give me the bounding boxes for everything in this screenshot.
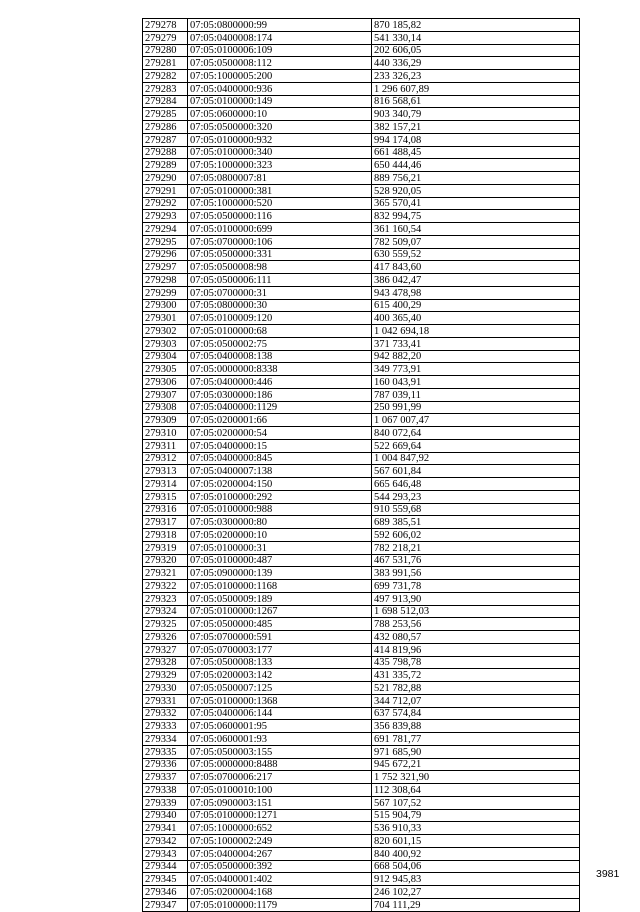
row-number-cell: 279335 [143, 745, 188, 758]
cadastral-number-cell: 07:05:1000002:249 [188, 835, 372, 848]
cadastral-number-cell: 07:05:0100000:68 [188, 325, 372, 338]
cadastral-number-cell: 07:05:0200001:66 [188, 414, 372, 427]
cadastral-number-cell: 07:05:0100000:31 [188, 541, 372, 554]
table-row [143, 669, 580, 682]
cadastral-number-cell: 07:05:0600001:95 [188, 720, 372, 733]
table-row [143, 643, 580, 656]
table-row [143, 605, 580, 618]
value-cell: 1 698 512,03 [372, 605, 580, 618]
table-row [143, 108, 580, 121]
value-cell: 668 504,06 [372, 860, 580, 873]
row-number-cell: 279328 [143, 656, 188, 669]
value-cell: 544 293,23 [372, 490, 580, 503]
row-number-cell: 279324 [143, 605, 188, 618]
table-row [143, 172, 580, 185]
cadastral-number-cell: 07:05:0100000:1271 [188, 809, 372, 822]
cadastral-number-cell: 07:05:0500008:112 [188, 57, 372, 70]
value-cell: 431 335,72 [372, 669, 580, 682]
table-row [143, 886, 580, 899]
value-cell: 689 385,51 [372, 516, 580, 529]
cadastral-number-cell: 07:05:0100000:988 [188, 503, 372, 516]
row-number-cell: 279281 [143, 57, 188, 70]
row-number-cell: 279323 [143, 592, 188, 605]
value-cell: 945 672,21 [372, 758, 580, 771]
value-cell: 386 042,47 [372, 274, 580, 287]
row-number-cell: 279289 [143, 159, 188, 172]
row-number-cell: 279296 [143, 248, 188, 261]
value-cell: 840 072,64 [372, 427, 580, 440]
value-cell: 233 326,23 [372, 70, 580, 83]
table-row [143, 235, 580, 248]
table-row [143, 631, 580, 644]
table-row [143, 847, 580, 860]
value-cell: 788 253,56 [372, 618, 580, 631]
row-number-cell: 279279 [143, 31, 188, 44]
row-number-cell: 279344 [143, 860, 188, 873]
table-row [143, 796, 580, 809]
row-number-cell: 279329 [143, 669, 188, 682]
value-cell: 615 400,29 [372, 299, 580, 312]
value-cell: 699 731,78 [372, 580, 580, 593]
cadastral-number-cell: 07:05:0100000:487 [188, 554, 372, 567]
table-row [143, 299, 580, 312]
cadastral-number-cell: 07:05:0600000:10 [188, 108, 372, 121]
cadastral-number-cell: 07:05:0500002:75 [188, 337, 372, 350]
cadastral-number-cell: 07:05:1000000:652 [188, 822, 372, 835]
value-cell: 943 478,98 [372, 286, 580, 299]
value-cell: 414 819,96 [372, 643, 580, 656]
value-cell: 112 308,64 [372, 784, 580, 797]
value-cell: 541 330,14 [372, 31, 580, 44]
value-cell: 971 685,90 [372, 745, 580, 758]
value-cell: 994 174,08 [372, 133, 580, 146]
cadastral-number-cell: 07:05:0200003:142 [188, 669, 372, 682]
cadastral-number-cell: 07:05:1000005:200 [188, 70, 372, 83]
value-cell: 1 296 607,89 [372, 82, 580, 95]
table-row [143, 439, 580, 452]
table-row [143, 70, 580, 83]
value-cell: 344 712,07 [372, 694, 580, 707]
cadastral-number-cell: 07:05:0400006:144 [188, 707, 372, 720]
value-cell: 1 042 694,18 [372, 325, 580, 338]
row-number-cell: 279321 [143, 567, 188, 580]
table-row [143, 325, 580, 338]
row-number-cell: 279330 [143, 682, 188, 695]
table-row [143, 822, 580, 835]
value-cell: 400 365,40 [372, 312, 580, 325]
cadastral-number-cell: 07:05:0100000:149 [188, 95, 372, 108]
row-number-cell: 279297 [143, 261, 188, 274]
row-number-cell: 279322 [143, 580, 188, 593]
row-number-cell: 279313 [143, 465, 188, 478]
cadastral-number-cell: 07:05:0600001:93 [188, 733, 372, 746]
row-number-cell: 279318 [143, 529, 188, 542]
row-number-cell: 279280 [143, 44, 188, 57]
row-number-cell: 279340 [143, 809, 188, 822]
row-number-cell: 279299 [143, 286, 188, 299]
row-number-cell: 279287 [143, 133, 188, 146]
row-number-cell: 279326 [143, 631, 188, 644]
cadastral-number-cell: 07:05:0500006:111 [188, 274, 372, 287]
value-cell: 816 568,61 [372, 95, 580, 108]
table-row [143, 694, 580, 707]
table-row [143, 503, 580, 516]
value-cell: 650 444,46 [372, 159, 580, 172]
row-number-cell: 279339 [143, 796, 188, 809]
cadastral-number-cell: 07:05:0100000:932 [188, 133, 372, 146]
table-row [143, 490, 580, 503]
row-number-cell: 279310 [143, 427, 188, 440]
cadastral-number-cell: 07:05:0300000:186 [188, 388, 372, 401]
value-cell: 361 160,54 [372, 223, 580, 236]
table-row [143, 758, 580, 771]
table-row [143, 210, 580, 223]
table-row [143, 541, 580, 554]
cadastral-number-cell: 07:05:0300000:80 [188, 516, 372, 529]
value-cell: 691 781,77 [372, 733, 580, 746]
table-row [143, 350, 580, 363]
value-cell: 522 669,64 [372, 439, 580, 452]
row-number-cell: 279337 [143, 771, 188, 784]
value-cell: 383 991,56 [372, 567, 580, 580]
table-row [143, 312, 580, 325]
row-number-cell: 279338 [143, 784, 188, 797]
value-cell: 1 752 321,90 [372, 771, 580, 784]
value-cell: 567 601,84 [372, 465, 580, 478]
value-cell: 515 904,79 [372, 809, 580, 822]
cadastral-number-cell: 07:05:0500000:392 [188, 860, 372, 873]
value-cell: 912 945,83 [372, 873, 580, 886]
row-number-cell: 279347 [143, 898, 188, 911]
row-number-cell: 279283 [143, 82, 188, 95]
value-cell: 349 773,91 [372, 363, 580, 376]
table-row [143, 376, 580, 389]
cadastral-number-cell: 07:05:0000000:8488 [188, 758, 372, 771]
table-row [143, 159, 580, 172]
row-number-cell: 279278 [143, 19, 188, 32]
cadastral-number-cell: 07:05:0700000:591 [188, 631, 372, 644]
row-number-cell: 279336 [143, 758, 188, 771]
row-number-cell: 279303 [143, 337, 188, 350]
cadastral-number-cell: 07:05:0100000:340 [188, 146, 372, 159]
value-cell: 497 913,90 [372, 592, 580, 605]
table-row [143, 873, 580, 886]
row-number-cell: 279317 [143, 516, 188, 529]
row-number-cell: 279311 [143, 439, 188, 452]
row-number-cell: 279327 [143, 643, 188, 656]
table-row [143, 95, 580, 108]
cadastral-number-cell: 07:05:0400000:15 [188, 439, 372, 452]
table-row [143, 784, 580, 797]
row-number-cell: 279300 [143, 299, 188, 312]
value-cell: 782 509,07 [372, 235, 580, 248]
value-cell: 942 882,20 [372, 350, 580, 363]
cadastral-number-cell: 07:05:0400007:138 [188, 465, 372, 478]
cadastral-number-cell: 07:05:0500009:189 [188, 592, 372, 605]
row-number-cell: 279316 [143, 503, 188, 516]
table-row [143, 146, 580, 159]
value-cell: 889 756,21 [372, 172, 580, 185]
table-row [143, 592, 580, 605]
row-number-cell: 279308 [143, 401, 188, 414]
cadastral-number-cell: 07:05:0700006:217 [188, 771, 372, 784]
value-cell: 903 340,79 [372, 108, 580, 121]
row-number-cell: 279291 [143, 184, 188, 197]
cadastral-number-cell: 07:05:0700003:177 [188, 643, 372, 656]
table-row [143, 184, 580, 197]
value-cell: 246 102,27 [372, 886, 580, 899]
table-row [143, 478, 580, 491]
table-row [143, 860, 580, 873]
value-cell: 521 782,88 [372, 682, 580, 695]
cadastral-number-cell: 07:05:0500000:116 [188, 210, 372, 223]
table-row [143, 707, 580, 720]
table-row [143, 337, 580, 350]
cadastral-number-cell: 07:05:0100010:100 [188, 784, 372, 797]
table-row [143, 733, 580, 746]
value-cell: 832 994,75 [372, 210, 580, 223]
cadastral-number-cell: 07:05:0400001:402 [188, 873, 372, 886]
value-cell: 782 218,21 [372, 541, 580, 554]
table-row [143, 31, 580, 44]
table-row [143, 286, 580, 299]
cadastral-number-cell: 07:05:0800007:81 [188, 172, 372, 185]
row-number-cell: 279305 [143, 363, 188, 376]
table-row [143, 44, 580, 57]
cadastral-number-cell: 07:05:0900000:139 [188, 567, 372, 580]
row-number-cell: 279293 [143, 210, 188, 223]
row-number-cell: 279312 [143, 452, 188, 465]
value-cell: 467 531,76 [372, 554, 580, 567]
cadastral-number-cell: 07:05:0000000:8338 [188, 363, 372, 376]
table-row [143, 363, 580, 376]
table-row [143, 401, 580, 414]
table-row [143, 414, 580, 427]
row-number-cell: 279309 [143, 414, 188, 427]
value-cell: 528 920,05 [372, 184, 580, 197]
row-number-cell: 279298 [143, 274, 188, 287]
cadastral-number-cell: 07:05:0500007:125 [188, 682, 372, 695]
row-number-cell: 279284 [143, 95, 188, 108]
table-row [143, 223, 580, 236]
table-row [143, 248, 580, 261]
value-cell: 382 157,21 [372, 121, 580, 134]
cadastral-number-cell: 07:05:0100000:292 [188, 490, 372, 503]
cadastral-number-cell: 07:05:0900003:151 [188, 796, 372, 809]
cadastral-number-cell: 07:05:0200000:10 [188, 529, 372, 542]
cadastral-number-cell: 07:05:0100009:120 [188, 312, 372, 325]
table-body [143, 19, 580, 912]
value-cell: 432 080,57 [372, 631, 580, 644]
value-cell: 637 574,84 [372, 707, 580, 720]
value-cell: 1 067 007,47 [372, 414, 580, 427]
table-row [143, 261, 580, 274]
cadastral-number-cell: 07:05:0500008:98 [188, 261, 372, 274]
cadastral-number-cell: 07:05:0100000:1179 [188, 898, 372, 911]
value-cell: 567 107,52 [372, 796, 580, 809]
value-cell: 910 559,68 [372, 503, 580, 516]
cadastral-number-cell: 07:05:1000000:520 [188, 197, 372, 210]
value-cell: 356 839,88 [372, 720, 580, 733]
cadastral-number-cell: 07:05:1000000:323 [188, 159, 372, 172]
value-cell: 704 111,29 [372, 898, 580, 911]
cadastral-value-table [142, 18, 580, 912]
table-row [143, 452, 580, 465]
value-cell: 371 733,41 [372, 337, 580, 350]
cadastral-number-cell: 07:05:0100000:381 [188, 184, 372, 197]
row-number-cell: 279345 [143, 873, 188, 886]
value-cell: 630 559,52 [372, 248, 580, 261]
cadastral-number-cell: 07:05:0700000:106 [188, 235, 372, 248]
table-row [143, 580, 580, 593]
table-row [143, 197, 580, 210]
row-number-cell: 279301 [143, 312, 188, 325]
table-row [143, 82, 580, 95]
value-cell: 1 004 847,92 [372, 452, 580, 465]
table-row [143, 567, 580, 580]
table-row [143, 720, 580, 733]
value-cell: 160 043,91 [372, 376, 580, 389]
row-number-cell: 279290 [143, 172, 188, 185]
value-cell: 202 606,05 [372, 44, 580, 57]
cadastral-number-cell: 07:05:0500000:320 [188, 121, 372, 134]
value-cell: 365 570,41 [372, 197, 580, 210]
data-table-container [142, 18, 580, 912]
cadastral-number-cell: 07:05:0100006:109 [188, 44, 372, 57]
value-cell: 665 646,48 [372, 478, 580, 491]
page-number: 3981 [596, 868, 620, 880]
value-cell: 870 185,82 [372, 19, 580, 32]
cadastral-number-cell: 07:05:0800000:30 [188, 299, 372, 312]
row-number-cell: 279325 [143, 618, 188, 631]
table-row [143, 121, 580, 134]
value-cell: 592 606,02 [372, 529, 580, 542]
cadastral-number-cell: 07:05:0500000:331 [188, 248, 372, 261]
row-number-cell: 279314 [143, 478, 188, 491]
cadastral-number-cell: 07:05:0400000:446 [188, 376, 372, 389]
row-number-cell: 279320 [143, 554, 188, 567]
row-number-cell: 279285 [143, 108, 188, 121]
row-number-cell: 279331 [143, 694, 188, 707]
cadastral-number-cell: 07:05:0400000:1129 [188, 401, 372, 414]
row-number-cell: 279341 [143, 822, 188, 835]
cadastral-number-cell: 07:05:0400000:936 [188, 82, 372, 95]
cadastral-number-cell: 07:05:0400000:845 [188, 452, 372, 465]
cadastral-number-cell: 07:05:0500000:485 [188, 618, 372, 631]
value-cell: 661 488,45 [372, 146, 580, 159]
row-number-cell: 279294 [143, 223, 188, 236]
table-row [143, 745, 580, 758]
row-number-cell: 279346 [143, 886, 188, 899]
row-number-cell: 279288 [143, 146, 188, 159]
row-number-cell: 279282 [143, 70, 188, 83]
row-number-cell: 279292 [143, 197, 188, 210]
table-row [143, 554, 580, 567]
table-row [143, 516, 580, 529]
cadastral-number-cell: 07:05:0400004:267 [188, 847, 372, 860]
table-row [143, 133, 580, 146]
value-cell: 417 843,60 [372, 261, 580, 274]
value-cell: 250 991,99 [372, 401, 580, 414]
row-number-cell: 279319 [143, 541, 188, 554]
value-cell: 820 601,15 [372, 835, 580, 848]
table-row [143, 656, 580, 669]
cadastral-number-cell: 07:05:0200004:168 [188, 886, 372, 899]
table-row [143, 809, 580, 822]
row-number-cell: 279307 [143, 388, 188, 401]
row-number-cell: 279315 [143, 490, 188, 503]
cadastral-number-cell: 07:05:0500008:133 [188, 656, 372, 669]
cadastral-number-cell: 07:05:0100000:1368 [188, 694, 372, 707]
value-cell: 840 400,92 [372, 847, 580, 860]
value-cell: 536 910,33 [372, 822, 580, 835]
value-cell: 440 336,29 [372, 57, 580, 70]
table-row [143, 465, 580, 478]
cadastral-number-cell: 07:05:0100000:1267 [188, 605, 372, 618]
cadastral-number-cell: 07:05:0100000:699 [188, 223, 372, 236]
cadastral-number-cell: 07:05:0200000:54 [188, 427, 372, 440]
cadastral-number-cell: 07:05:0800000:99 [188, 19, 372, 32]
row-number-cell: 279333 [143, 720, 188, 733]
table-row [143, 682, 580, 695]
row-number-cell: 279304 [143, 350, 188, 363]
row-number-cell: 279302 [143, 325, 188, 338]
table-row [143, 57, 580, 70]
table-row [143, 771, 580, 784]
table-row [143, 388, 580, 401]
cadastral-number-cell: 07:05:0700000:31 [188, 286, 372, 299]
table-row [143, 427, 580, 440]
table-row [143, 835, 580, 848]
cadastral-number-cell: 07:05:0100000:1168 [188, 580, 372, 593]
cadastral-number-cell: 07:05:0200004:150 [188, 478, 372, 491]
cadastral-number-cell: 07:05:0400008:138 [188, 350, 372, 363]
row-number-cell: 279342 [143, 835, 188, 848]
cadastral-number-cell: 07:05:0500003:155 [188, 745, 372, 758]
row-number-cell: 279306 [143, 376, 188, 389]
row-number-cell: 279334 [143, 733, 188, 746]
value-cell: 787 039,11 [372, 388, 580, 401]
cadastral-number-cell: 07:05:0400008:174 [188, 31, 372, 44]
table-row [143, 274, 580, 287]
row-number-cell: 279286 [143, 121, 188, 134]
value-cell: 435 798,78 [372, 656, 580, 669]
row-number-cell: 279343 [143, 847, 188, 860]
table-row [143, 618, 580, 631]
row-number-cell: 279295 [143, 235, 188, 248]
row-number-cell: 279332 [143, 707, 188, 720]
table-row [143, 529, 580, 542]
table-row [143, 19, 580, 32]
